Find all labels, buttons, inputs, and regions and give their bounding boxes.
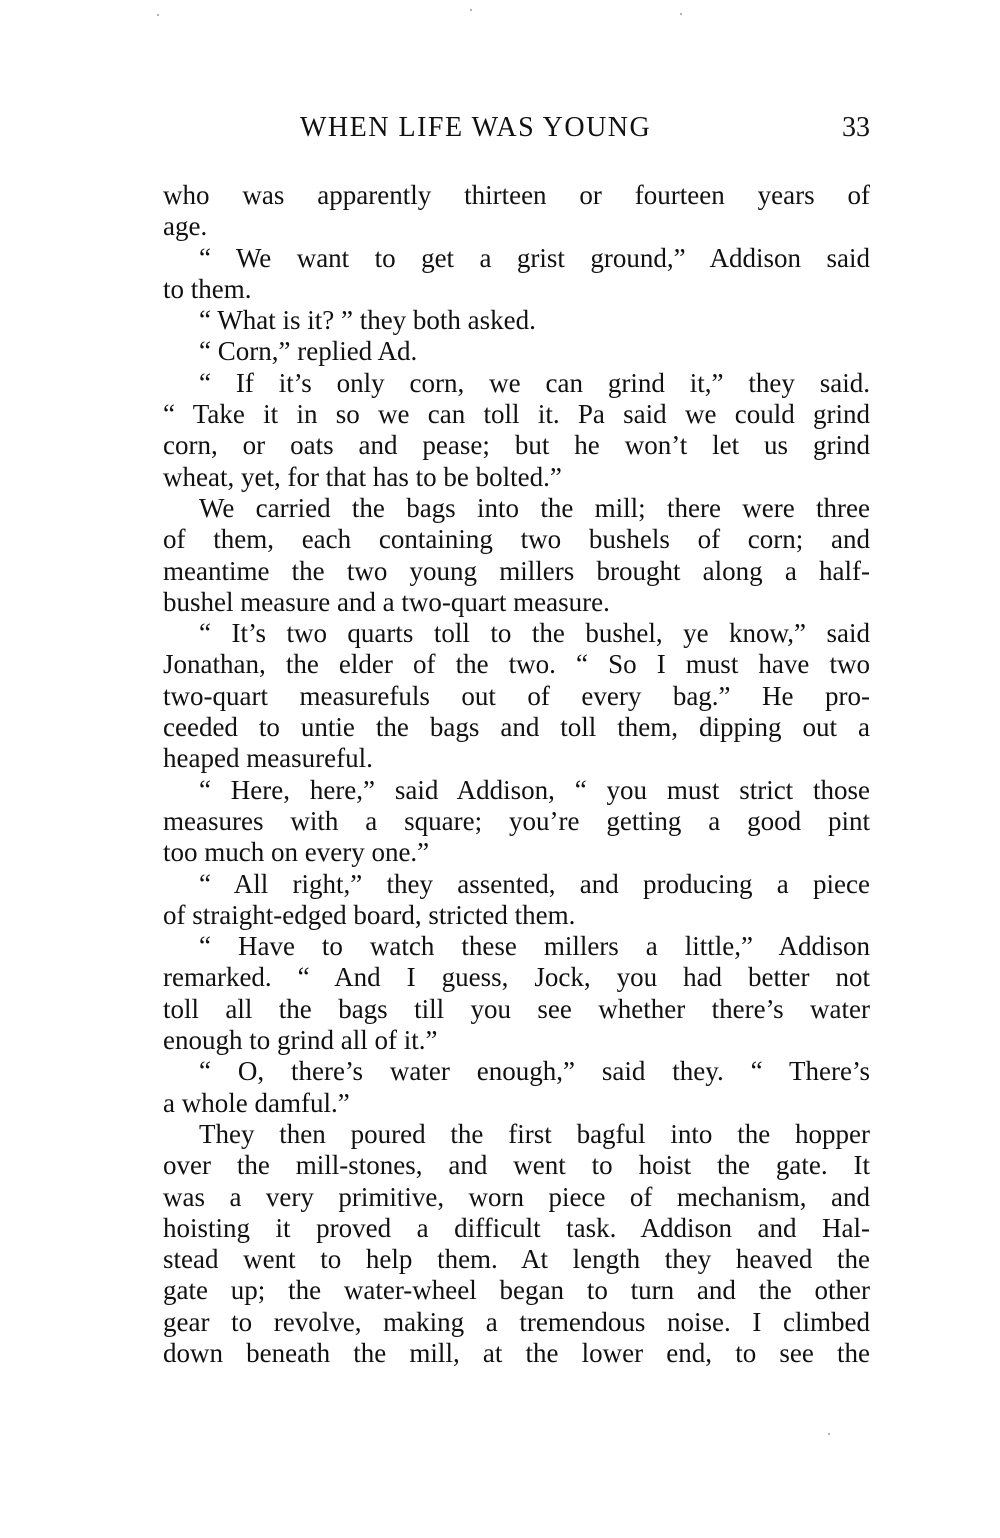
text-line: meantime the two young millers brought along a half- bbox=[163, 555, 870, 586]
text-line: “ It’s two quarts toll to the bushel, ye know,” said bbox=[199, 618, 870, 649]
text-line: ceeded to untie the bags and toll them, dipping out a bbox=[163, 712, 870, 743]
text-line: corn, or oats and pease; but he won’t let us grind bbox=[163, 430, 870, 461]
scan-speck bbox=[470, 9, 472, 11]
text-line: who was apparently thirteen or fourteen years of bbox=[163, 180, 870, 210]
running-head bbox=[163, 112, 870, 152]
text-line: They then poured the first bagful into the hopper bbox=[199, 1118, 870, 1149]
text-line: remarked. “ And I guess, Jock, you had better not bbox=[163, 962, 870, 993]
text-line: of straight-edged board, stricted them. bbox=[163, 899, 576, 930]
text-line: toll all the bags till you see whether there’s water bbox=[163, 993, 870, 1024]
text-line: enough to grind all of it.” bbox=[163, 1025, 438, 1056]
text-line: age. bbox=[163, 211, 208, 242]
text-line: wheat, yet, for that has to be bolted.” bbox=[163, 461, 562, 492]
text-line: over the mill-stones, and went to hoist the gate. It bbox=[163, 1150, 870, 1181]
text-line: to them. bbox=[163, 273, 252, 304]
text-line: “ All right,” they assented, and producing a piece bbox=[199, 868, 870, 899]
text-line: “ If it’s only corn, we can grind it,” they said. bbox=[199, 367, 870, 398]
text-line: “ What is it? ” they both asked. bbox=[199, 305, 536, 336]
text-line: gate up; the water-wheel began to turn and the other bbox=[163, 1275, 870, 1306]
text-line: measures with a square; you’re getting a good pint bbox=[163, 805, 870, 836]
text-line: down beneath the mill, at the lower end, to see the bbox=[163, 1337, 870, 1368]
text-line: “ O, there’s water enough,” said they. “ There’s bbox=[199, 1056, 870, 1087]
text-line: We carried the bags into the mill; there were three bbox=[199, 492, 870, 523]
text-line: heaped measureful. bbox=[163, 743, 373, 774]
text-line: of them, each containing two bushels of corn; and bbox=[163, 524, 870, 555]
text-line: “ Have to watch these millers a little,” Addison bbox=[199, 931, 870, 962]
text-line: “ Corn,” replied Ad. bbox=[199, 336, 418, 367]
text-line: was a very primitive, worn piece of mechanism, and bbox=[163, 1181, 870, 1212]
scan-speck bbox=[157, 14, 159, 16]
running-title: WHEN LIFE WAS YOUNG bbox=[300, 112, 652, 143]
page-number: 33 bbox=[842, 112, 870, 143]
text-line: “ Take it in so we can toll it. Pa said we could grind bbox=[163, 399, 870, 430]
body-text bbox=[163, 180, 870, 1369]
scan-speck bbox=[828, 1433, 830, 1435]
scan-speck bbox=[680, 13, 682, 15]
text-line: “ Here, here,” said Addison, “ you must strict those bbox=[199, 774, 870, 805]
text-line: two-quart measurefuls out of every bag.” He pro- bbox=[163, 680, 870, 711]
text-line: “ We want to get a grist ground,” Addison said bbox=[199, 242, 870, 273]
text-line: Jonathan, the elder of the two. “ So I must have two bbox=[163, 649, 870, 680]
text-line: too much on every one.” bbox=[163, 837, 430, 868]
text-line: stead went to help them. At length they heaved the bbox=[163, 1244, 870, 1275]
text-line: gear to revolve, making a tremendous noise. I climbed bbox=[163, 1306, 870, 1337]
text-line: hoisting it proved a difficult task. Addison and Hal- bbox=[163, 1212, 870, 1243]
text-line: bushel measure and a two-quart measure. bbox=[163, 586, 610, 617]
text-line: a whole damful.” bbox=[163, 1087, 350, 1118]
